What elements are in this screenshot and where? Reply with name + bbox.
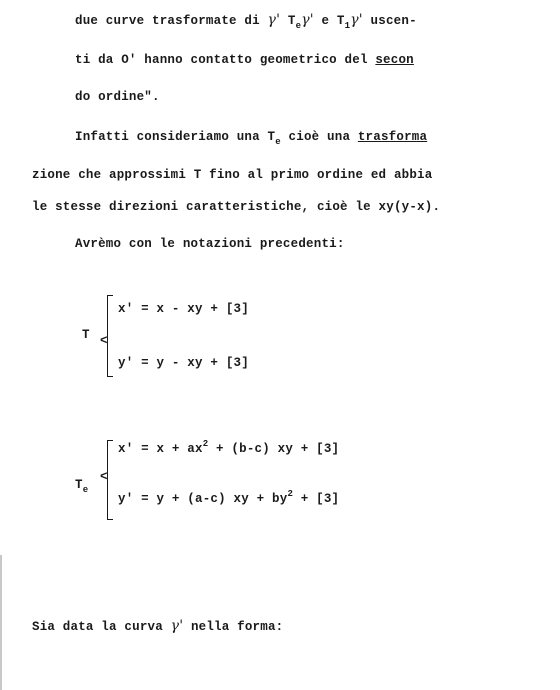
text-segment: cioè una [280, 130, 358, 144]
text-line-4 [75, 130, 428, 147]
text-segment: nella forma: [183, 620, 284, 634]
text-line-2 [75, 53, 414, 67]
system-2-equation-1 [118, 439, 340, 456]
system-1-equation-2: y' = y - xy + [3] [118, 356, 249, 370]
text-line-5: zione che approssimi T fino al primo ordine ed abbia [32, 168, 433, 182]
system-2-angle: < [100, 470, 108, 484]
text-segment: Infatti consideriamo una T [75, 130, 276, 144]
system-1-angle: < [100, 334, 108, 348]
text-segment: T [280, 14, 296, 28]
system-1-label: T [82, 328, 90, 342]
gamma-symbol: γ' [267, 12, 281, 28]
text-line-3: do ordine". [75, 90, 160, 104]
gamma-symbol: γ' [301, 12, 314, 28]
text-segment: T [75, 478, 83, 492]
text-line-6: le stesse direzioni caratteristiche, cioè le xy(y-x). [32, 200, 441, 214]
subscript-e: e [275, 137, 281, 147]
superscript-2: 2 [287, 489, 294, 499]
system-2-label [75, 478, 89, 495]
text-segment: + (b-c) xy + [3] [208, 442, 340, 456]
system-2-equation-2 [118, 489, 340, 506]
text-line-7: Avrèmo con le notazioni precedenti: [75, 237, 345, 251]
system-1-equation-1: x' = x - xy + [3] [118, 302, 249, 316]
text-segment: y' = y + (a-c) xy + by [118, 492, 288, 506]
system-2-brace [107, 440, 108, 520]
brace-tick-bottom [107, 519, 113, 520]
text-segment: e T [313, 14, 345, 28]
text-segment: + [3] [293, 492, 340, 506]
text-line-1 [75, 12, 417, 31]
text-segment: due curve trasformate di [75, 14, 260, 28]
brace-tick-top [107, 440, 113, 441]
text-line-8 [32, 618, 283, 634]
gamma-symbol: γ' [350, 12, 363, 28]
subscript-e: e [82, 485, 89, 495]
brace-tick-top [107, 295, 113, 296]
superscript-2: 2 [202, 439, 209, 449]
text-segment-underlined: trasforma [357, 130, 428, 144]
brace-tick-bottom [107, 376, 113, 377]
text-segment: x' = x + ax [118, 442, 203, 456]
text-segment: uscen- [362, 14, 417, 28]
scan-edge-mark [0, 555, 2, 690]
text-segment: Sia data la curva [32, 620, 171, 634]
subscript-e: e [295, 21, 302, 31]
subscript-1: 1 [344, 21, 351, 31]
gamma-symbol: γ' [170, 618, 184, 634]
system-1-brace [107, 295, 108, 377]
text-segment-underlined: secon [375, 53, 414, 67]
text-segment: ti da O' hanno contatto geometrico del [75, 53, 376, 67]
